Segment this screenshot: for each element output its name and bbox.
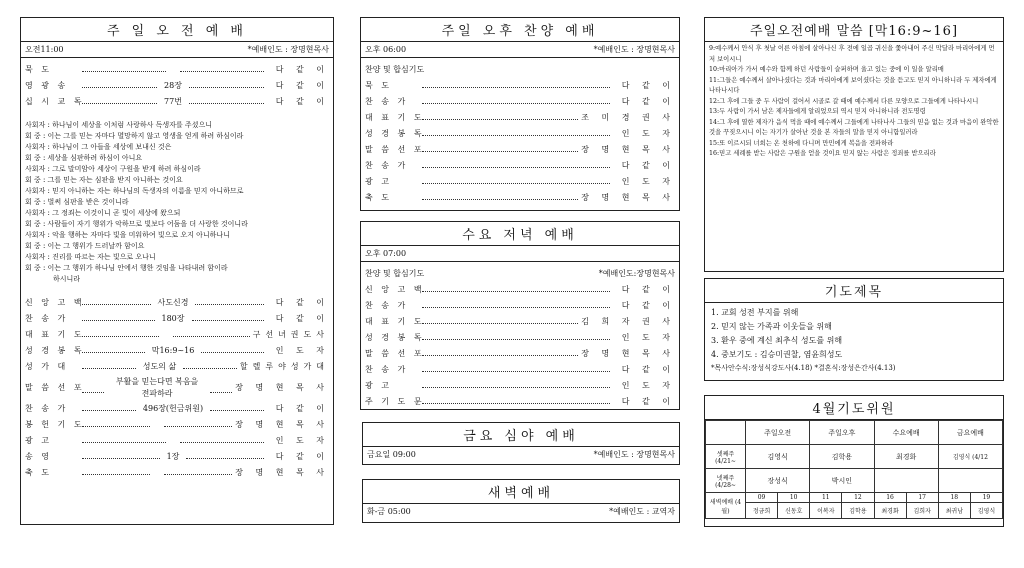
- friday-service-panel: [362, 422, 680, 465]
- order-row: 축 도 장 명 현 목 사: [25, 468, 329, 477]
- verse: 14:그 후에 열한 제자가 음식 먹을 때에 예수께서 그들에게 나타나사 그들의 믿음 없는 것과 마음이 완악한 것을 꾸짖으시니 이는 자기가 살아난 것을 본 자들의 말을 믿지 아니함일러라: [709, 118, 999, 136]
- order-row: 주 기 도 문 다 같 이: [365, 397, 675, 406]
- dawn-service-panel: [362, 479, 680, 523]
- morning-title: 주 일 오 전 예 배: [21, 18, 333, 42]
- reading-line: 사회자 : 하나님이 그 아들을 세상에 보내신 것은: [25, 143, 172, 151]
- order-row: 성 가 대 성도의 삶 할렐루야성가대: [25, 362, 330, 371]
- verse: 13:두 사람이 가서 남은 제자들에게 알리었으되 역시 믿지 아니하니라 전도명령: [709, 108, 926, 115]
- morning-top-order: [21, 58, 333, 110]
- reading-line: 회 중 : 사람들이 자기 행위가 악하므로 빛보다 어둠을 더 사랑한 것이니라: [25, 220, 248, 228]
- committee-panel: [704, 395, 1004, 527]
- prayer-item: 3. 환우 중에 계신 최추식 성도를 위해: [711, 336, 843, 345]
- prayer-item: 4. 중보기도 : 김승미권찰, 염윤희성도: [711, 350, 843, 359]
- dawn-title: 새벽예배: [363, 480, 679, 504]
- order-row: 성 경 봉 독 인 도 자: [365, 129, 675, 138]
- prayer-list: [705, 303, 1003, 377]
- morning-time: 오전11:00: [25, 45, 64, 54]
- order-row: 성 경 봉 독 막16:9~16 인 도 자: [25, 346, 330, 355]
- verse: 16:믿고 세례를 받는 사람은 구원을 얻을 것이요 믿지 않는 사람은 정죄를 받으리라: [709, 150, 936, 157]
- verse: 11:그들은 예수께서 살아나셨다는 것과 마리아에게 보이셨다는 것을 듣고도 믿지 아니하니라 두 제자에게 나타나시다: [709, 76, 997, 94]
- afternoon-header: [361, 42, 679, 58]
- prayer-title: 기도제목: [705, 279, 1003, 303]
- dawn-days-row: 새벽예배 (4월) 09 10 11 12 16 17 18 19: [706, 493, 1003, 503]
- reading-line: 회 중 : 벌써 심판을 받은 것이니라: [25, 198, 129, 206]
- order-row: 대 표 기 도 구선녀권도사: [25, 330, 329, 339]
- order-row: 십 시 교 독 77번 다 같 이: [25, 97, 330, 106]
- scripture-title: 주일오전예배 말씀 [막16:9~16]: [705, 18, 1003, 42]
- prayer-item: 2. 믿지 않는 가족과 이웃들을 위해: [711, 322, 832, 331]
- reading-line: 회 중 : 세상을 심판하려 하심이 아니요: [25, 154, 143, 162]
- scripture-panel: [704, 17, 1004, 272]
- committee-table: [705, 420, 1003, 519]
- morning-service-panel: [20, 17, 334, 525]
- committee-title: 4월기도위원: [705, 396, 1003, 420]
- order-row: 찬 송 가 496장(헌금위원) 다 같 이: [25, 404, 329, 413]
- order-row: 찬 송 가 다 같 이: [365, 97, 675, 106]
- reading-line: 사회자 : 그 정죄는 이것이니 곧 빛이 세상에 왔으되: [25, 209, 181, 217]
- friday-title: 금요 심야 예배: [363, 423, 679, 447]
- wednesday-title: 수요 저녁 예배: [361, 222, 679, 246]
- wednesday-leader: *예배인도:장명현목사: [598, 269, 675, 278]
- prayer-panel: [704, 278, 1004, 381]
- order-row: 말 씀 선 포 장 명 현 목 사: [365, 145, 675, 154]
- order-row: 묵 도 다 같 이: [25, 65, 329, 74]
- order-row: 대 표 기 도 조 미 경 권 사: [365, 113, 675, 122]
- order-row: 묵 도 다 같 이: [365, 81, 675, 90]
- reading-line: 사회자 : 믿지 아니하는 자는 하나님의 독생자의 이름을 믿지 아니하므로: [25, 187, 244, 195]
- wednesday-service-panel: [360, 221, 680, 410]
- order-row: 봉 헌 기 도 장 명 현 목 사: [25, 420, 329, 429]
- verse: 10:마리아가 가서 예수와 함께 하던 사람들이 슬퍼하며 울고 있는 중에 이 일을 알리매: [709, 66, 944, 73]
- reading-line: 회 중 : 이는 그 행위가 하나님 안에서 행한 것임을 나타내려 함이라: [25, 264, 228, 272]
- order-row: 영 광 송 28장 다 같 이: [25, 81, 330, 90]
- verse: 9:예수께서 안식 후 첫날 이른 아침에 살아나신 후 전에 일곱 귀신을 쫓아내어 주신 막달라 마리아에게 먼저 보이시니: [709, 45, 995, 63]
- order-row: 신 앙 고 백 사도신경 다 같 이: [25, 298, 330, 307]
- dawn-time: 화-금 05:00: [367, 507, 411, 516]
- reading-line: 사회자 : 그로 말미암아 세상이 구원을 받게 하려 하심이라: [25, 165, 201, 173]
- order-row: 찬 송 가 다 같 이: [365, 301, 675, 310]
- afternoon-service-panel: [360, 17, 680, 211]
- reading-line: 회 중 : 이는 그를 믿는 자마다 멸망하지 않고 영생을 얻게 하려 하심이라: [25, 132, 244, 140]
- order-row: 성 경 봉 독 인 도 자: [365, 333, 675, 342]
- order-row: 찬 송 가 180장 다 같 이: [25, 314, 329, 323]
- afternoon-leader: *예배인도 : 장명현목사: [593, 45, 675, 54]
- friday-time: 금요일 09:00: [367, 450, 416, 459]
- order-row: 신 앙 고 백 다 같 이: [365, 285, 675, 294]
- wednesday-time: 오후 07:00: [365, 249, 407, 258]
- scripture-text: [705, 42, 1003, 162]
- verse: 15:또 이르시되 너희는 온 천하에 다니며 만민에게 복음을 전파하라: [709, 139, 894, 147]
- wednesday-time-row: [361, 246, 679, 262]
- order-row: 찬 송 가 다 같 이: [365, 365, 675, 374]
- morning-bottom-order: [21, 295, 333, 481]
- table-header-row: 주일오전 주일오후 수요예배 금요예배: [706, 421, 1003, 445]
- dawn-leader: *예배인도 : 교역자: [609, 507, 675, 516]
- prayer-note: *목사안수식:장성식강도사(4.18) *결혼식:장성은간사(4.13): [711, 364, 896, 372]
- order-row: 광 고 인 도 자: [365, 177, 675, 186]
- order-row: 말 씀 선 포 장 명 현 목 사: [365, 349, 675, 358]
- morning-header: [21, 42, 333, 58]
- reading-line: 사회자 : 진리를 따르는 자는 빛으로 오나니: [25, 253, 156, 261]
- afternoon-title: 주일 오후 찬양 예배: [361, 18, 679, 42]
- reading-line: 하시니라: [53, 275, 81, 283]
- order-row: 대 표 기 도 김 희 자 권 사: [365, 317, 675, 326]
- order-row: 송 영 1장 다 같 이: [25, 452, 330, 461]
- prayer-item: 1. 교회 성전 부지를 위해: [711, 308, 799, 317]
- order-row: 광 고 인 도 자: [365, 381, 675, 390]
- reading-line: 회 중 : 그를 믿는 자는 심판을 받지 아니하는 것이요: [25, 176, 183, 184]
- verse: 12:그 후에 그들 중 두 사람이 걸어서 시골로 갈 때에 예수께서 다른 모양으로 그들에게 나타나시니: [709, 97, 979, 105]
- reading-line: 회 중 : 이는 그 행위가 드러날까 함이요: [25, 242, 145, 250]
- dawn-names-row: 정금희 신동호 이복자 김학용 최경화 김희자 최귀남 김영식: [706, 503, 1003, 519]
- friday-leader: *예배인도 : 장명현목사: [593, 450, 675, 459]
- order-row: 찬 송 가 다 같 이: [365, 161, 675, 170]
- order-row: 찬양 및 합심기도 *예배인도:장명현목사: [361, 266, 679, 282]
- table-row: 셋째주 (4/21~ 김영식 김학용 최경화 김영식 (4/12: [706, 445, 1003, 469]
- responsive-reading: [21, 118, 333, 287]
- reading-line: 사회자 : 악을 행하는 자마다 빛을 미워하여 빛으로 오지 아니하나니: [25, 231, 230, 239]
- afternoon-time: 오후 06:00: [365, 45, 407, 54]
- reading-line: 사회자 : 하나님이 세상을 이처럼 사랑하사 독생자를 주셨으니: [25, 121, 212, 129]
- table-row: 넷째주 (4/28~ 장성식 박시인: [706, 469, 1003, 493]
- morning-leader: *예배인도 : 장명현목사: [247, 45, 329, 54]
- order-row: 광 고 인 도 자: [25, 436, 329, 445]
- order-row: 축 도 장 명 현 목 사: [365, 193, 675, 202]
- order-row: 말 씀 선 포 부활을 믿는다면 복음을 전파하라 장 명 현 목 사: [25, 377, 329, 398]
- order-row: 찬양 및 합심기도: [365, 65, 425, 74]
